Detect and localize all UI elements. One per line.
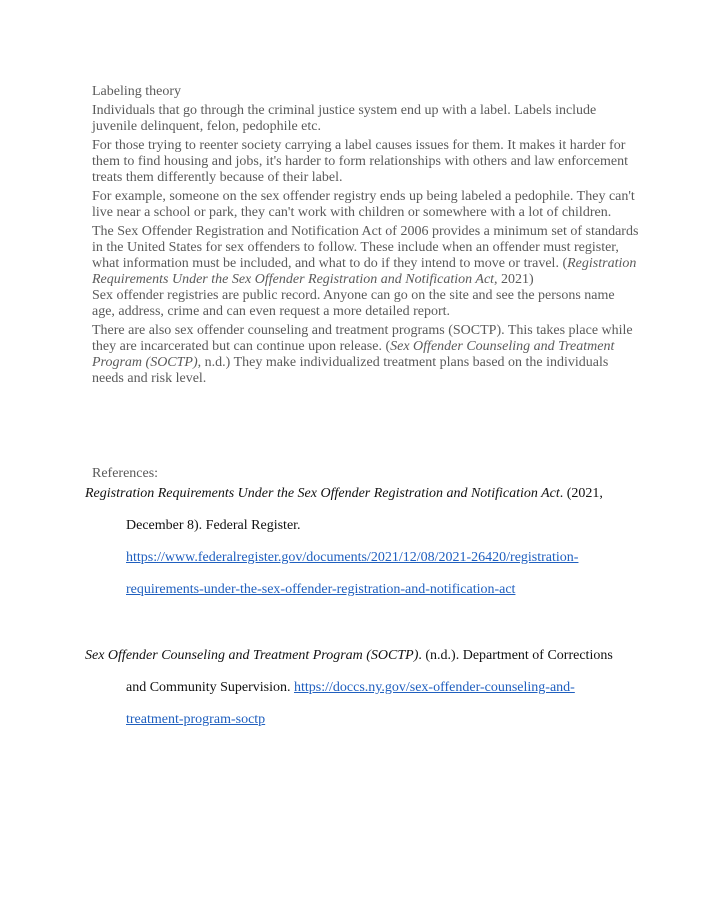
paragraph-3: For example, someone on the sex offender registry ends up being labeled a pedophile. They can't live near a school or park, they can't work with children or somewhere with a lot of children.: [92, 189, 635, 220]
paragraph-4: [92, 224, 640, 320]
reference-2-link-continued[interactable]: treatment-program-soctp: [126, 712, 266, 727]
reference-1-line-2: December 8). Federal Register.: [126, 518, 301, 533]
reference-2-line-2: [85, 680, 645, 712]
reference-1-line-3: [85, 550, 645, 582]
reference-1-date: . (2021,: [559, 486, 603, 501]
reference-2-publisher-continued: and Community Supervision.: [126, 680, 294, 695]
paragraph-5: Sex offender registries are public record. Anyone can go on the site and see the persons name age, address, crime and can even request a more detailed report.: [92, 288, 615, 319]
paragraph-1: Individuals that go through the criminal justice system end up with a label. Labels include juvenile delinquent, felon, pedophile etc.: [92, 103, 597, 134]
paragraph-4-text: The Sex Offender Registration and Notification Act of 2006 provides a minimum set of standards in the United States for sex offenders to follow. These include when an offender must register, what information must be included, and what to do if they intend to move or travel. (: [92, 224, 639, 271]
reference-1: [85, 486, 645, 614]
section-heading: Labeling theory: [92, 84, 182, 99]
reference-2-line-1: [85, 648, 645, 680]
reference-2-publisher: . (n.d.). Department of Corrections: [418, 648, 613, 663]
references-heading: References:: [92, 466, 159, 481]
paragraph-4-citation-year: , 2021): [494, 272, 534, 287]
reference-1-link-continued[interactable]: requirements-under-the-sex-offender-registration-and-notification-act: [126, 582, 516, 597]
reference-1-line-4: [85, 582, 645, 614]
reference-2-line-3: [85, 712, 645, 744]
reference-1-title: Registration Requirements Under the Sex Offender Registration and Notification Act: [85, 486, 560, 501]
reference-2-link[interactable]: https://doccs.ny.gov/sex-offender-counseling-and-: [294, 680, 575, 695]
essay-body: [92, 84, 640, 390]
paragraph-6-text: There are also sex offender counseling and treatment programs (SOCTP). This takes place while they are incarcerated but can continue upon release. (: [92, 323, 633, 354]
reference-1-line-1: [85, 486, 645, 518]
reference-2-title: Sex Offender Counseling and Treatment Program (SOCTP): [85, 648, 419, 663]
paragraph-6: [92, 323, 640, 387]
paragraph-2: For those trying to reenter society carrying a label causes issues for them. It makes it harder for them to find housing and jobs, it's harder to form relationships with others and law enforcement treats them differently because of their label.: [92, 138, 628, 185]
reference-1-link[interactable]: https://www.federalregister.gov/documents/2021/12/08/2021-26420/registration-: [126, 550, 579, 565]
paragraph-6-rest: , n.d.) They make individualized treatment plans based on the individuals needs and risk level.: [92, 355, 609, 386]
paragraph-6-citation-title: Sex Offender Counseling and Treatment Program (SOCTP): [92, 339, 615, 370]
paragraph-4-citation-title: Registration Requirements Under the Sex Offender Registration and Notification Act: [92, 256, 637, 287]
reference-2: [85, 648, 645, 744]
